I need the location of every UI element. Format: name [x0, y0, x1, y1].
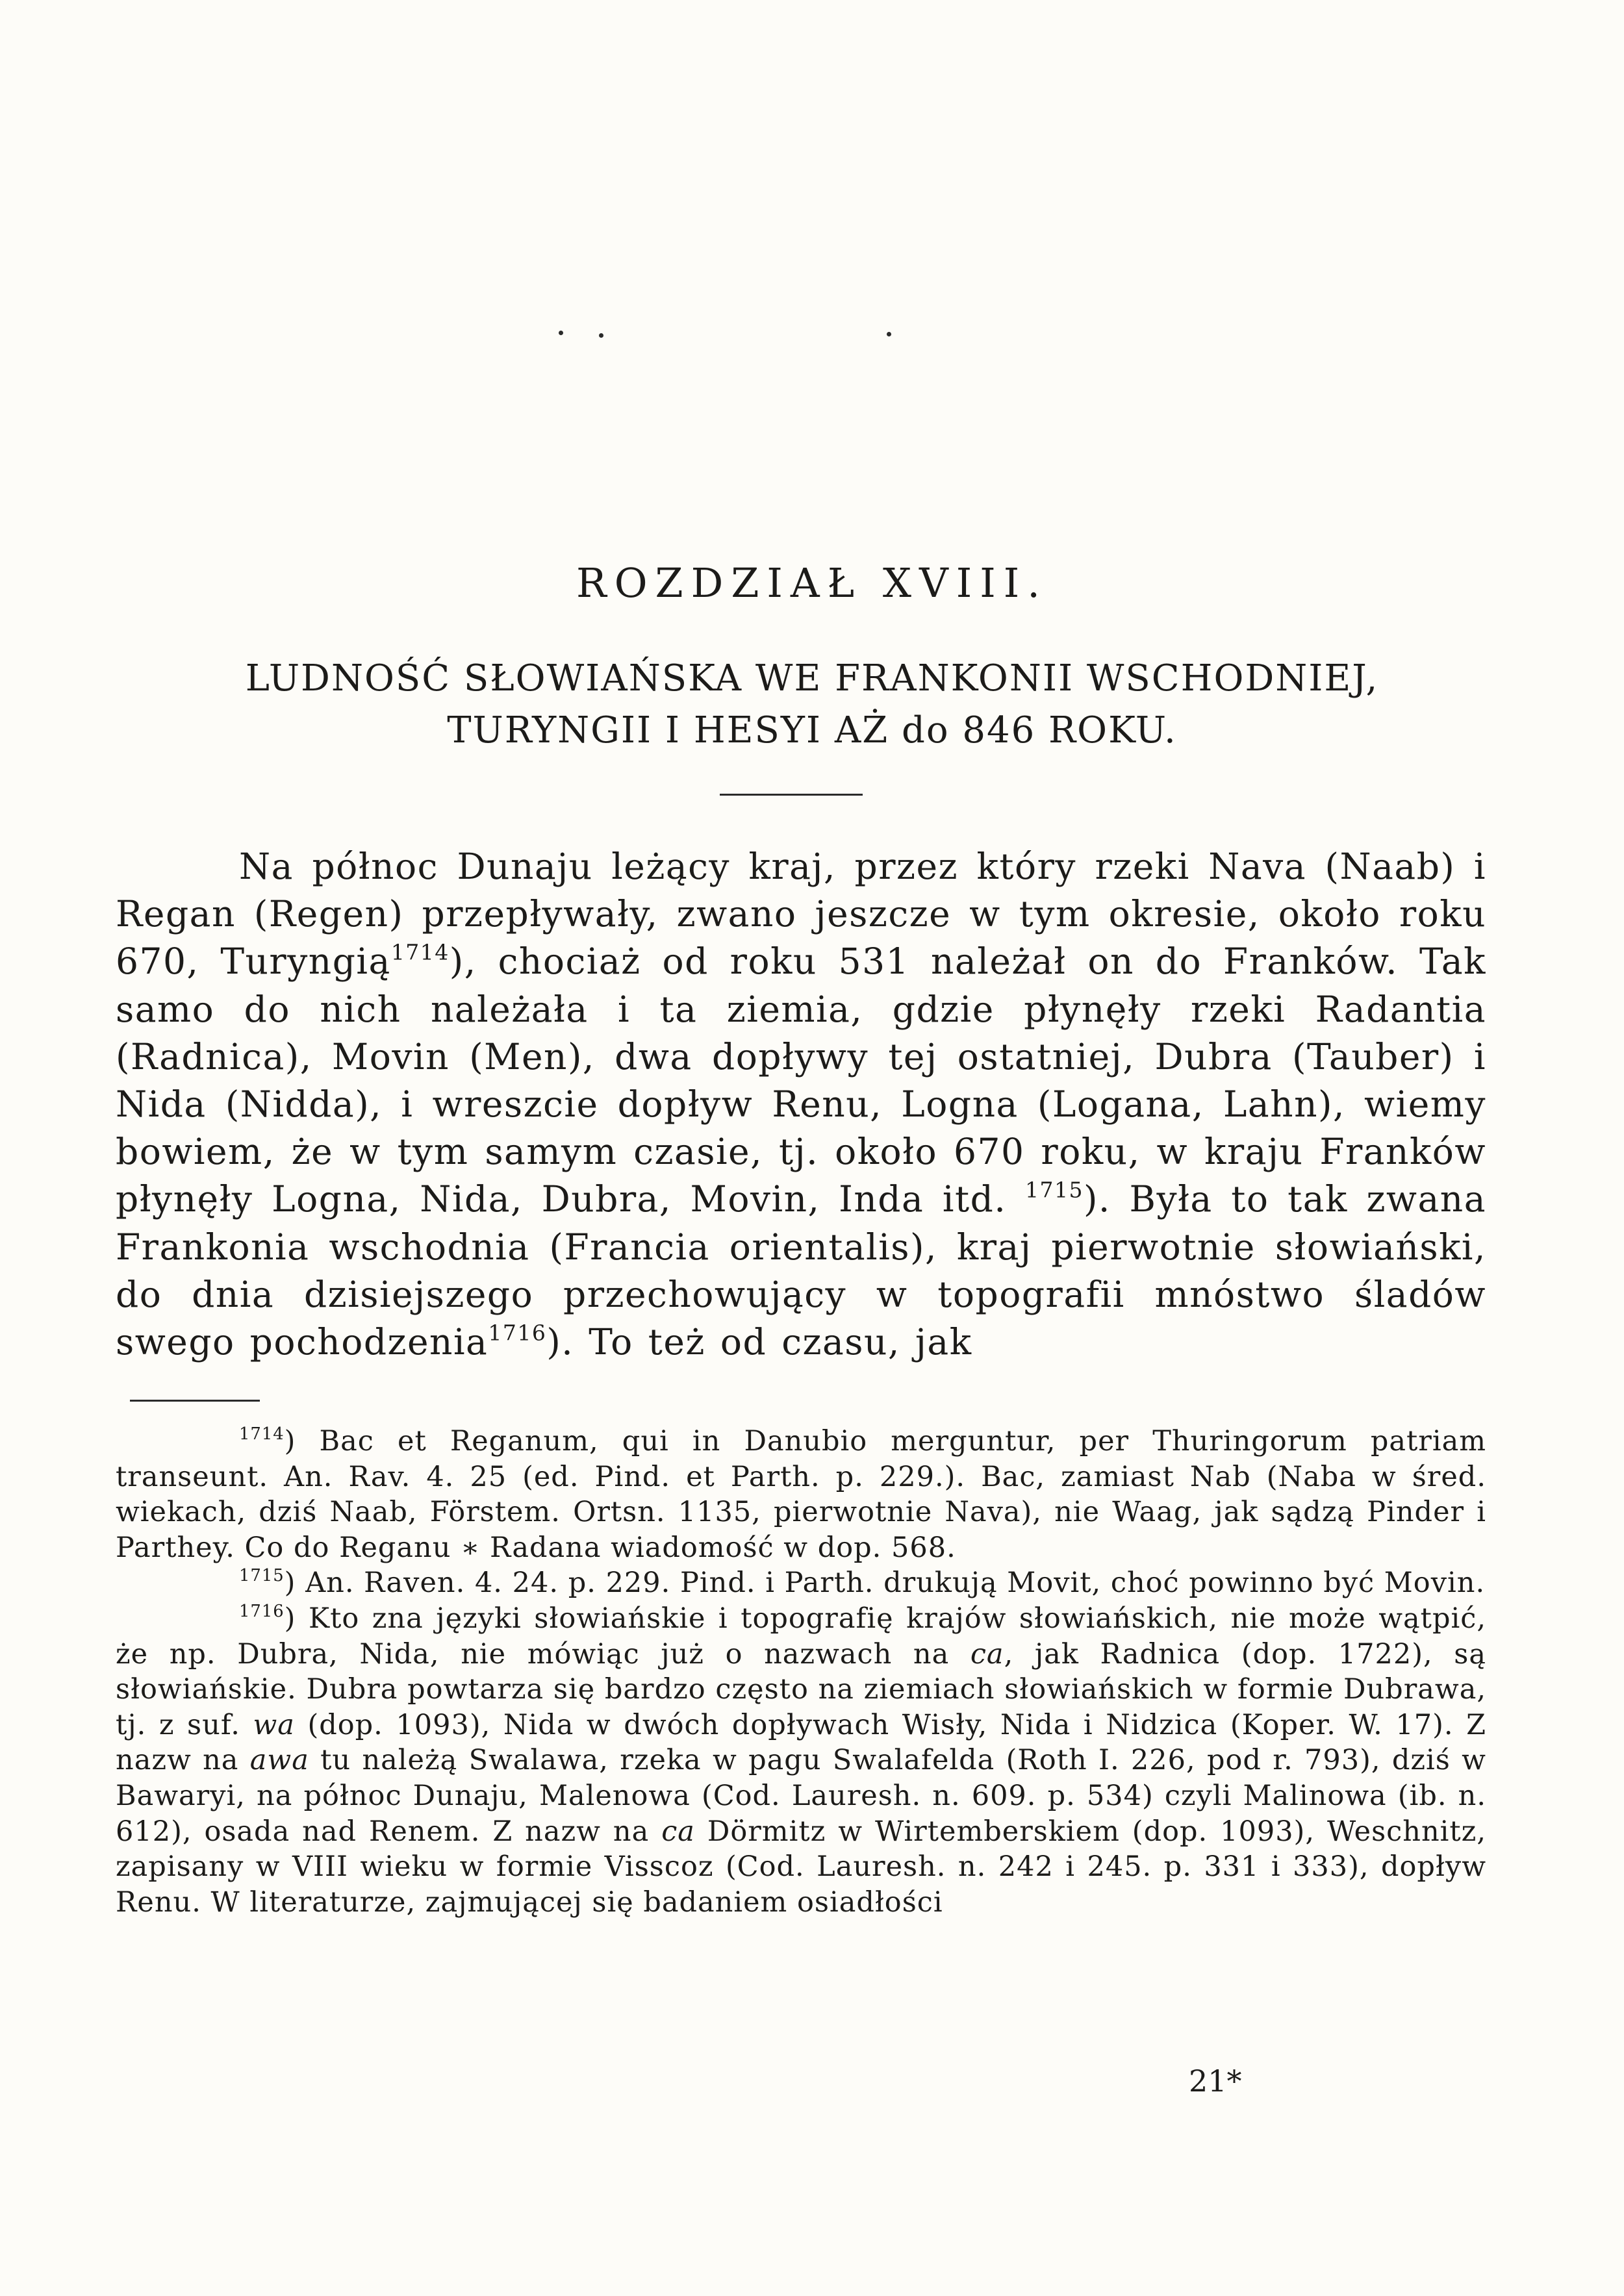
- body-text-segment: ), chociaż od roku 531 należał on do Franków. Tak samo do nich należała i ta ziemia, gdzie płynęły rzeki Radantia (Radnica), Movin (Men), dwa dopływy tej ostatniej, Dubra (Tauber) i Nida (Nidda), i wreszcie dopływ Renu, Logna (Logana, Lahn), wiemy bowiem, że w tym samym czasie, tj. około 670 roku, w kraju Franków płynęły Logna, Nida, Dubra, Movin, Inda itd.: [116, 940, 1486, 1220]
- footnote-text: ) Bac et Reganum, qui in Danubio merguntur, per Thuringorum patriam transeunt. An. Rav. 4. 25 (ed. Pind. et Parth. p. 229.). Bac, zamiast Nab (Naba w śred. wiekach, dziś Naab, Förstem. Ortsn. 1135, pierwotnie Nava), nie Waag, jak sądzą Pinder i Parthey. Co do Reganu ∗ Radana wiadomość w dop. 568.: [116, 1425, 1486, 1564]
- footnote: [116, 1601, 1486, 1920]
- footnote: [116, 1565, 1486, 1601]
- footnote-text: ) Kto zna języki słowiańskie i topografię krajów słowiańskich, nie może wątpić, że np. Dubra, Nida, nie mówiąc już o nazwach na: [116, 1602, 1486, 1671]
- chapter-subtitle-line-1: LUDNOŚĆ SŁOWIAŃSKA WE FRANKONII WSCHODNIEJ,: [245, 657, 1379, 700]
- footnote-reference: 1714: [390, 939, 450, 965]
- footnote-italic-suffix: awa: [249, 1744, 309, 1777]
- speck-dot: [559, 331, 563, 335]
- footnote-text: , jak Radnica (dop. 1722), są słowiańskie. Dubra powtarza się bardzo często na ziemiach słowiańskich w formie Dubrawa, tj. z suf.: [116, 1637, 1486, 1741]
- footnote-number: 1716: [239, 1602, 285, 1622]
- footnote-reference: 1715: [1024, 1177, 1084, 1203]
- footnote-text: ) An. Raven. 4. 24. p. 229. Pind. i Parth. drukują Movit, choć powinno być Movin.: [284, 1567, 1486, 1600]
- speck-dot: [599, 333, 603, 338]
- chapter-title: ROZDZIAŁ XVIII.: [576, 559, 1048, 607]
- footnotes: [116, 1424, 1486, 1920]
- body-paragraph: [116, 843, 1486, 1366]
- body-text-segment: ). To też od czasu, jak: [546, 1321, 972, 1363]
- body-text-segment: ). Była to tak zwana Frankonia wschodnia (Francia orientalis), kraj pierwotnie słowiański, do dnia dzisiejszego przechowujący w topografii mnóstwo śladów swego pochodzenia: [116, 1178, 1487, 1363]
- speck-dot: [887, 332, 891, 336]
- footnote-text: (dop. 1093), Nida w dwóch dopływach Wisły, Nida i Nidzica (Koper. W. 17). Z nazw na: [116, 1708, 1486, 1777]
- footnote: [116, 1424, 1486, 1565]
- footnote-reference: 1716: [488, 1320, 547, 1346]
- footnote-text: Dörmitz w Wirtemberskiem (dop. 1093), Weschnitz, zapisany w VIII wieku w formie Visscoz (Cod. Lauresh. n. 242 i 245. p. 331 i 333), dopływ Renu. W literaturze, zajmującej się badaniem osiadłości: [116, 1815, 1486, 1919]
- footnote-number: 1714: [239, 1424, 285, 1444]
- chapter-subtitle: [156, 653, 1468, 757]
- footnote-text: tu należą Swalawa, rzeka w pagu Swalafelda (Roth I. 226, pod r. 793), dziś w Bawaryi, na północ Dunaju, Malenowa (Cod. Lauresh. n. 609. p. 534) czyli Malinowa (ib. n. 612), osada nad Renem. Z nazw na: [116, 1744, 1486, 1848]
- sheet-signature: 21*: [1189, 2063, 1242, 2099]
- footnote-italic-suffix: ca: [970, 1637, 1004, 1671]
- footnote-number: 1715: [239, 1566, 285, 1586]
- chapter-subtitle-line-2: TURYNGII I HESYI AŻ do 846 ROKU.: [447, 709, 1177, 751]
- footnote-italic-suffix: ca: [661, 1815, 695, 1848]
- body-text-segment: Na północ Dunaju leżący kraj, przez który rzeki Nava (Naab) i Regan (Regen) przepływały, zwano jeszcze w tym okresie, około roku 670, Turyngią: [116, 846, 1486, 983]
- footnote-italic-suffix: wa: [253, 1708, 295, 1741]
- decorative-specks: [559, 328, 896, 341]
- footnote-separator: [130, 1400, 260, 1402]
- title-divider: [720, 794, 863, 796]
